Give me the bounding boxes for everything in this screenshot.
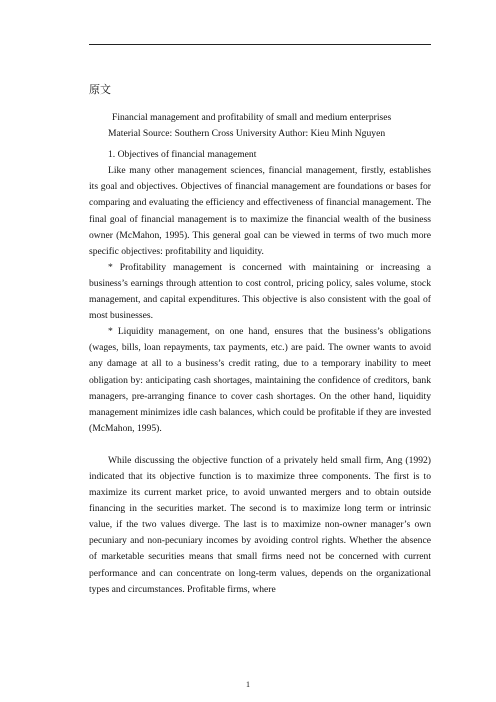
source-line: Material Source: Southern Cross University Author: Kieu Minh Nguyen [108, 128, 386, 140]
header-rule [89, 44, 431, 45]
section-heading: 1. Objectives of financial management [108, 149, 257, 161]
section-label: 原文 [89, 83, 111, 96]
paragraph-3: * Liquidity management, on one hand, ensures that the business’s obligations (wages, bills, loan repayments, tax payments, etc.) are paid. The owner wants to avoid any damage at all to a business’s credit rating, due to a temporary inability to meet obligation by: anticipating cash shortages, maintaining the confidence of creditors, bank managers, pre-arranging finance to cover cash shortages. On the other hand, liquidity management minimizes idle cash balances, which could be profitable if they are invested (McMahon, 1995). [89, 326, 431, 434]
article-body [89, 110, 431, 598]
paragraph-1: Like many other management sciences, financial management, firstly, establishes its goal and objectives. Objectives of financial management are foundations or bases for comparing and evaluating the efficiency and effectiveness of financial management. The final goal of financial management is to maximize the financial wealth of the business owner (McMahon, 1995). This general goal can be viewed in terms of two much more specific objectives: profitability and liquidity. [89, 165, 431, 257]
page-number: 1 [246, 680, 250, 689]
paragraph-4: While discussing the objective function of a privately held small firm, Ang (1992) indicated that its objective function is to maximize three components. The first is to maximize its current market price, to avoid unwanted mergers and to obtain outside financing in the securities market. The second is to maximize long term or intrinsic value, if the two values diverge. The last is to maximize non-owner manager’s own pecuniary and non-pecuniary incomes by avoiding control rights. Whether the absence of marketable securities means that small firms need not be concerned with current performance and can concentrate on long-term values, depends on the organizational types and circumstances. Profitable firms, where [89, 454, 431, 595]
article-title: Financial management and profitability of small and medium enterprises [112, 112, 392, 123]
paragraph-2: * Profitability management is concerned with maintaining or increasing a business’s earnings through attention to cost control, pricing policy, sales volume, stock management, and capital expenditures. This objective is also consistent with the goal of most businesses. [89, 261, 431, 322]
